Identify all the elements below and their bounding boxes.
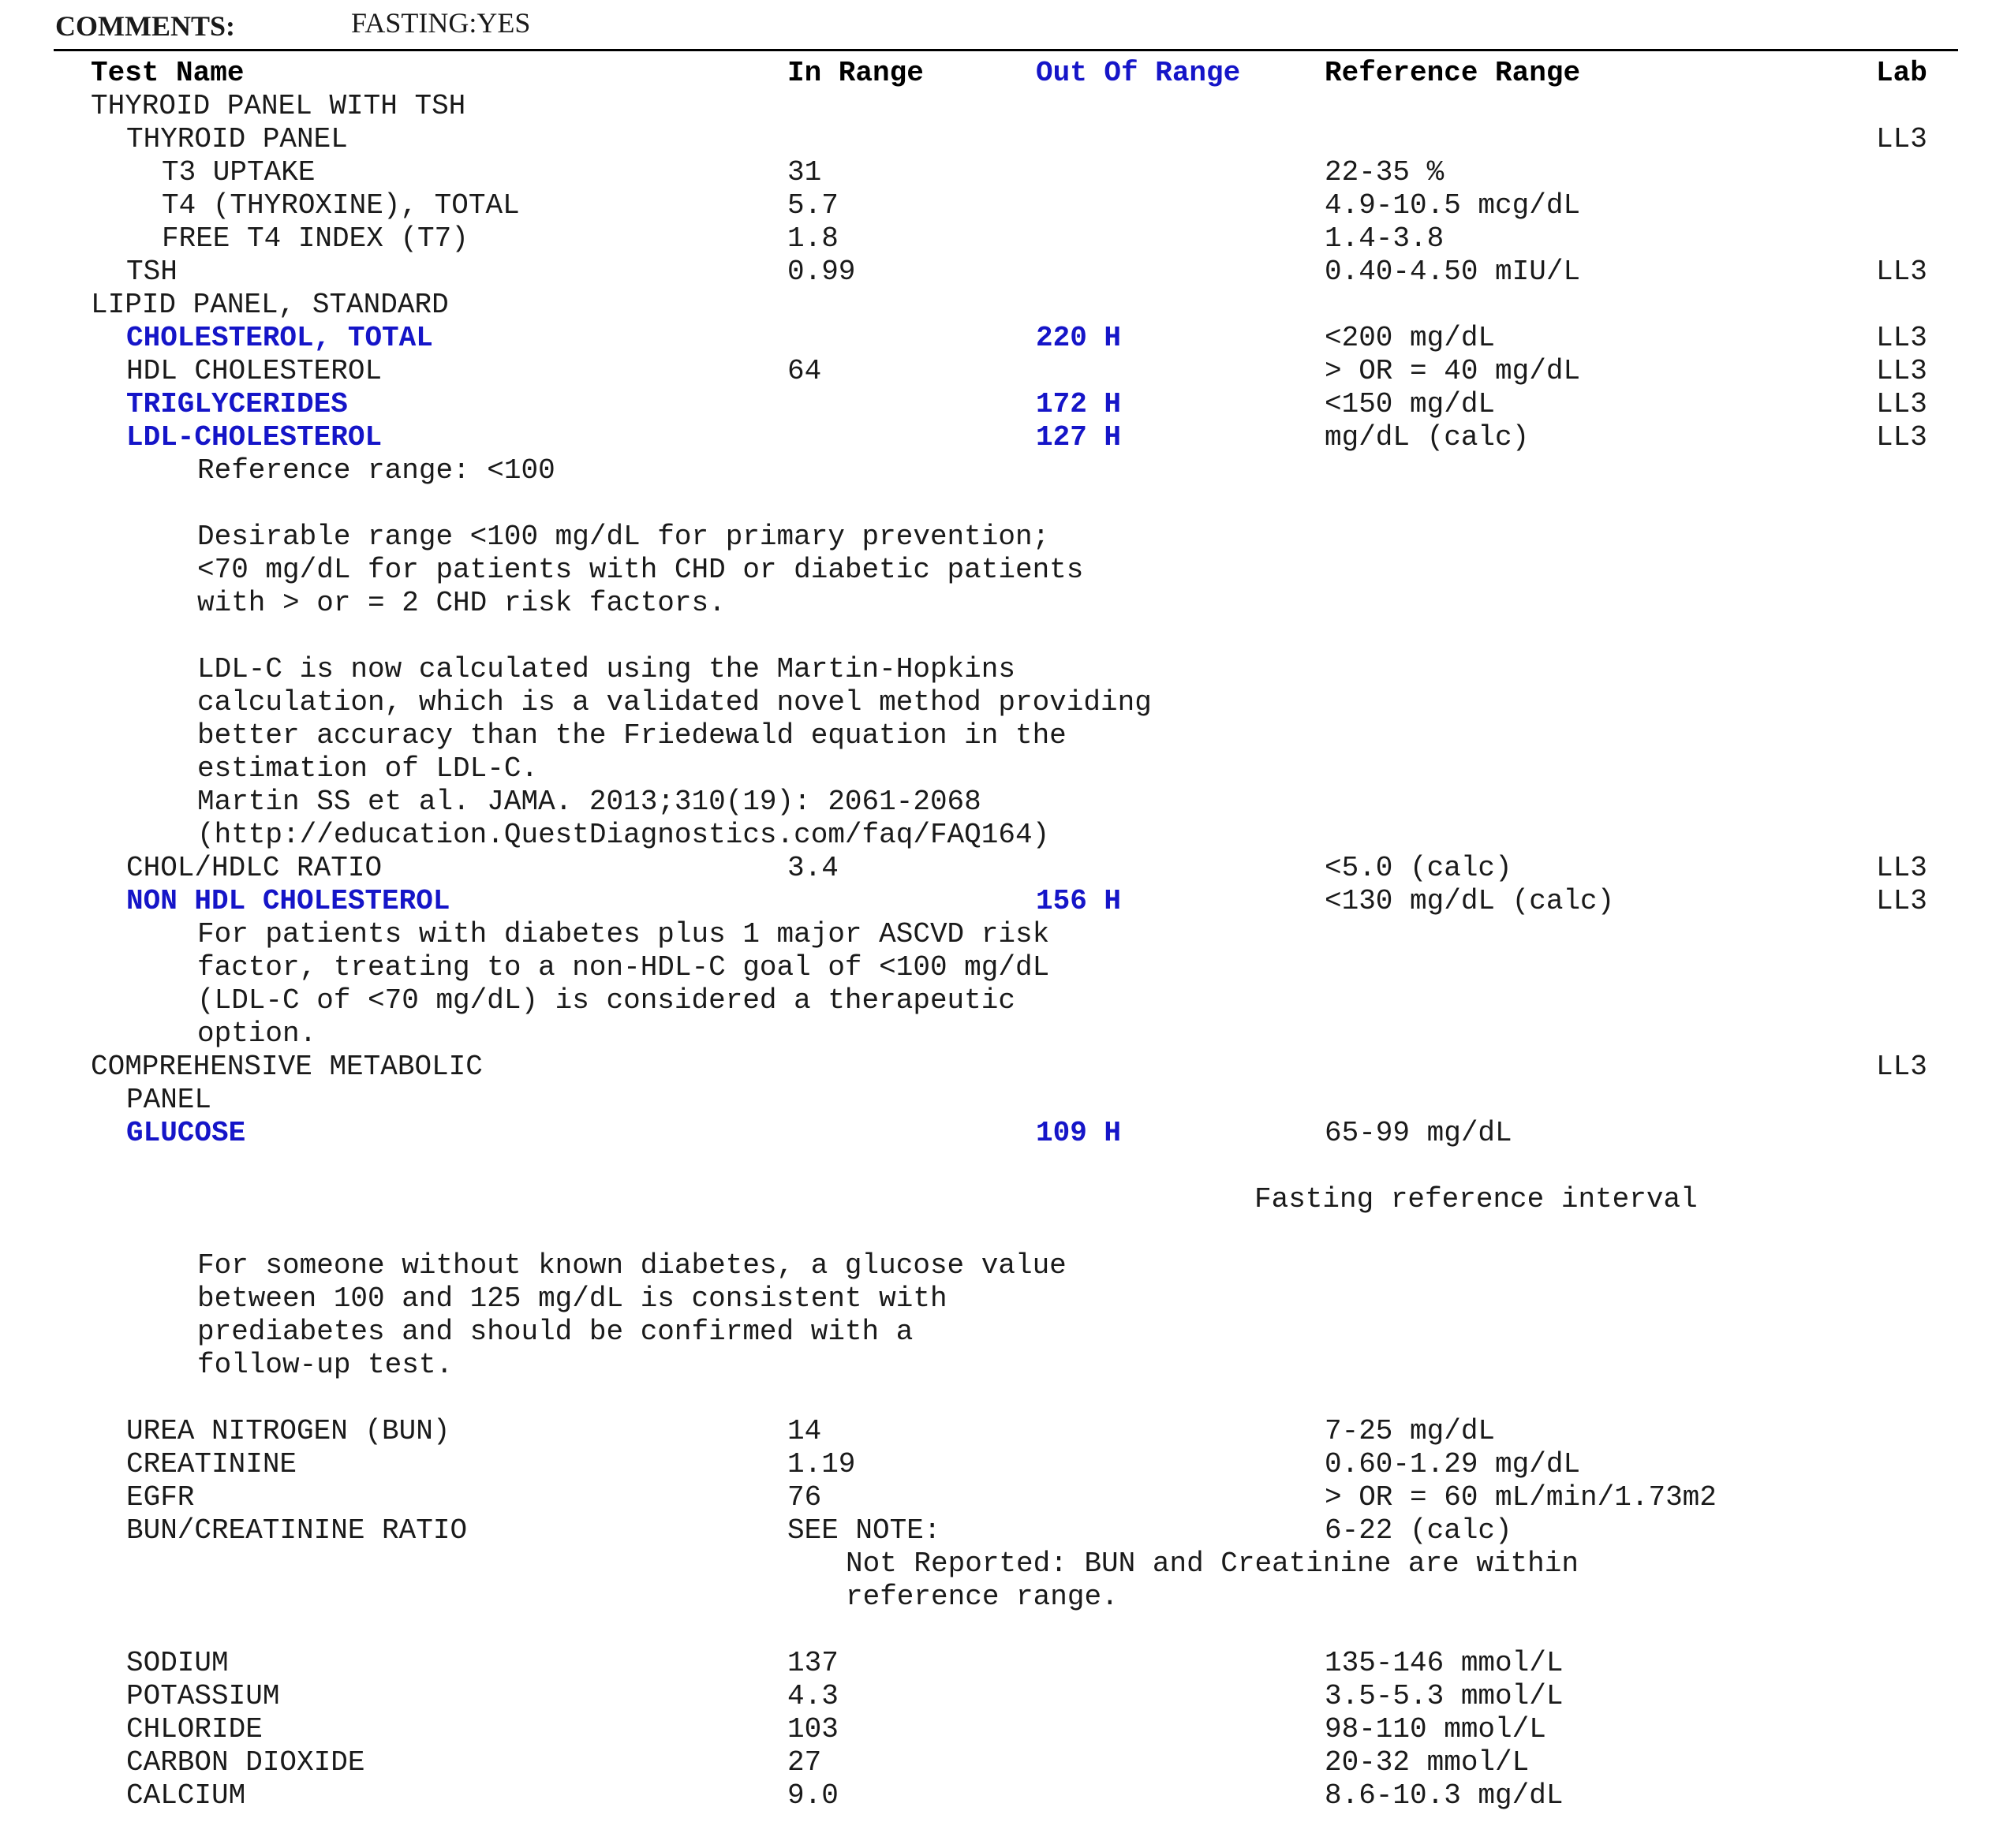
reference-range: 22-35 % xyxy=(1325,156,1445,189)
in-range-value: 1.19 xyxy=(787,1448,856,1480)
note-text: between 100 and 125 mg/dL is consistent with xyxy=(197,1282,947,1315)
test-name: TRIGLYCERIDES xyxy=(126,388,348,420)
in-range-value: 1.8 xyxy=(787,222,839,255)
note-text: calculation, which is a validated novel method providing xyxy=(197,686,1152,719)
column-header-row xyxy=(0,57,2007,90)
note-text: (LDL-C of <70 mg/dL) is considered a therapeutic xyxy=(197,984,1015,1017)
in-range-value: 14 xyxy=(787,1415,822,1447)
note-line xyxy=(0,819,2007,852)
test-result-row xyxy=(0,1481,2007,1514)
reference-range: <200 mg/dL xyxy=(1325,322,1496,354)
header-rule xyxy=(54,49,1958,51)
test-result-row xyxy=(0,1415,2007,1448)
note-text: better accuracy than the Friedewald equation in the xyxy=(197,719,1067,752)
lab-code: LL3 xyxy=(1876,256,1927,288)
note-text: prediabetes and should be confirmed with a xyxy=(197,1316,914,1348)
blank-line xyxy=(0,487,2007,521)
test-result-row xyxy=(0,1117,2007,1150)
note-line xyxy=(0,554,2007,587)
test-name: CHOLESTEROL, TOTAL xyxy=(126,322,433,354)
note-text: (http://education.QuestDiagnostics.com/faq/FAQ164) xyxy=(197,819,1050,851)
in-range-value: 76 xyxy=(787,1481,822,1514)
note-line xyxy=(0,1183,2007,1216)
test-result-row xyxy=(0,1713,2007,1746)
out-of-range-value: 220 H xyxy=(1036,322,1122,354)
reference-range: 6-22 (calc) xyxy=(1325,1514,1512,1547)
note-line xyxy=(0,1017,2007,1051)
blank-line xyxy=(0,1614,2007,1647)
test-name: T4 (THYROXINE), TOTAL xyxy=(162,189,520,222)
blank-line xyxy=(0,1216,2007,1249)
note-line xyxy=(0,786,2007,819)
note-text: Reference range: <100 xyxy=(197,454,555,487)
in-range-value: 9.0 xyxy=(787,1779,839,1812)
note-line xyxy=(0,1547,2007,1581)
note-text: reference range. xyxy=(846,1581,1119,1613)
panel-heading-row xyxy=(0,90,2007,123)
blank-line xyxy=(0,620,2007,653)
note-text: estimation of LDL-C. xyxy=(197,752,539,785)
column-header-reference-range: Reference Range xyxy=(1325,57,1581,89)
reference-range: <130 mg/dL (calc) xyxy=(1325,885,1615,917)
in-range-value: 5.7 xyxy=(787,189,839,222)
test-result-row xyxy=(0,421,2007,454)
in-range-value: 137 xyxy=(787,1647,839,1679)
in-range-value: 31 xyxy=(787,156,822,189)
out-of-range-value: 156 H xyxy=(1036,885,1122,917)
test-name: CARBON DIOXIDE xyxy=(126,1746,365,1779)
test-result-row xyxy=(0,1647,2007,1680)
in-range-value: 103 xyxy=(787,1713,839,1745)
note-text: option. xyxy=(197,1017,317,1050)
note-line xyxy=(0,1316,2007,1349)
test-result-row xyxy=(0,1746,2007,1779)
test-name: POTASSIUM xyxy=(126,1680,280,1712)
note-text: follow-up test. xyxy=(197,1349,454,1381)
test-name: FREE T4 INDEX (T7) xyxy=(162,222,469,255)
column-header-lab: Lab xyxy=(1876,57,1927,89)
lab-code: LL3 xyxy=(1876,885,1927,917)
note-text: Martin SS et al. JAMA. 2013;310(19): 2061-2068 xyxy=(197,786,981,818)
note-line xyxy=(0,918,2007,951)
out-of-range-value: 127 H xyxy=(1036,421,1122,454)
reference-range: > OR = 60 mL/min/1.73m2 xyxy=(1325,1481,1717,1514)
results-list xyxy=(0,90,2007,1813)
comments-value: FASTING:YES xyxy=(351,7,531,39)
reference-range: <5.0 (calc) xyxy=(1325,852,1512,884)
lab-code: LL3 xyxy=(1876,322,1927,354)
comments-label: COMMENTS: xyxy=(55,10,235,42)
blank-line xyxy=(0,1150,2007,1183)
lab-code: LL3 xyxy=(1876,421,1927,454)
test-result-row xyxy=(0,1779,2007,1813)
note-text: LDL-C is now calculated using the Martin-Hopkins xyxy=(197,653,1015,685)
panel-heading-row xyxy=(0,289,2007,322)
test-name: T3 UPTAKE xyxy=(162,156,316,189)
panel-heading-row xyxy=(0,1084,2007,1117)
reference-range: 135-146 mmol/L xyxy=(1325,1647,1564,1679)
in-range-value: 4.3 xyxy=(787,1680,839,1712)
note-text: Fasting reference interval xyxy=(1254,1183,1698,1215)
blank-line xyxy=(0,1382,2007,1415)
test-result-row xyxy=(0,355,2007,388)
reference-range: 65-99 mg/dL xyxy=(1325,1117,1512,1149)
column-header-test-name: Test Name xyxy=(91,57,245,89)
column-header-in-range: In Range xyxy=(787,57,924,89)
test-result-row xyxy=(0,256,2007,289)
reference-range: mg/dL (calc) xyxy=(1325,421,1530,454)
test-name: SODIUM xyxy=(126,1647,229,1679)
lab-code: LL3 xyxy=(1876,355,1927,387)
reference-range: 1.4-3.8 xyxy=(1325,222,1445,255)
note-line xyxy=(0,984,2007,1017)
test-result-row xyxy=(0,222,2007,256)
in-range-value: 0.99 xyxy=(787,256,856,288)
test-name: CREATININE xyxy=(126,1448,297,1480)
note-text: Desirable range <100 mg/dL for primary prevention; xyxy=(197,521,1050,553)
note-line xyxy=(0,653,2007,686)
test-result-row xyxy=(0,156,2007,189)
reference-range: 98-110 mmol/L xyxy=(1325,1713,1546,1745)
panel-name: THYROID PANEL xyxy=(126,123,348,155)
test-name: UREA NITROGEN (BUN) xyxy=(126,1415,450,1447)
column-header-out-of-range: Out Of Range xyxy=(1036,57,1241,89)
test-name: GLUCOSE xyxy=(126,1117,246,1149)
note-line xyxy=(0,587,2007,620)
note-text: <70 mg/dL for patients with CHD or diabetic patients xyxy=(197,554,1084,586)
reference-range: 3.5-5.3 mmol/L xyxy=(1325,1680,1564,1712)
panel-heading-row xyxy=(0,123,2007,156)
note-line xyxy=(0,1249,2007,1282)
reference-range: 8.6-10.3 mg/dL xyxy=(1325,1779,1564,1812)
note-line xyxy=(0,686,2007,719)
reference-range: > OR = 40 mg/dL xyxy=(1325,355,1581,387)
lab-code: LL3 xyxy=(1876,123,1927,155)
panel-name: THYROID PANEL WITH TSH xyxy=(91,90,466,122)
test-name: TSH xyxy=(126,256,178,288)
note-text: Not Reported: BUN and Creatinine are within xyxy=(846,1547,1579,1580)
in-range-value: 64 xyxy=(787,355,822,387)
test-name: EGFR xyxy=(126,1481,195,1514)
test-result-row xyxy=(0,189,2007,222)
note-text: For patients with diabetes plus 1 major ASCVD risk xyxy=(197,918,1050,950)
lab-report xyxy=(0,57,2007,1813)
reference-range: 0.40-4.50 mIU/L xyxy=(1325,256,1581,288)
test-name: HDL CHOLESTEROL xyxy=(126,355,383,387)
out-of-range-value: 109 H xyxy=(1036,1117,1122,1149)
lab-code: LL3 xyxy=(1876,852,1927,884)
note-line xyxy=(0,719,2007,752)
lab-code: LL3 xyxy=(1876,388,1927,420)
test-result-row xyxy=(0,885,2007,918)
test-result-row xyxy=(0,1680,2007,1713)
note-text: with > or = 2 CHD risk factors. xyxy=(197,587,726,619)
reference-range: 7-25 mg/dL xyxy=(1325,1415,1496,1447)
test-result-row xyxy=(0,1514,2007,1547)
in-range-value: SEE NOTE: xyxy=(787,1514,941,1547)
lab-code: LL3 xyxy=(1876,1051,1927,1083)
note-text: For someone without known diabetes, a glucose value xyxy=(197,1249,1067,1282)
test-result-row xyxy=(0,1448,2007,1481)
test-name: CHLORIDE xyxy=(126,1713,263,1745)
reference-range: 20-32 mmol/L xyxy=(1325,1746,1530,1779)
test-result-row xyxy=(0,388,2007,421)
panel-name: LIPID PANEL, STANDARD xyxy=(91,289,449,321)
note-line xyxy=(0,454,2007,487)
note-line xyxy=(0,521,2007,554)
test-result-row xyxy=(0,852,2007,885)
test-name: CHOL/HDLC RATIO xyxy=(126,852,383,884)
note-text: factor, treating to a non-HDL-C goal of <100 mg/dL xyxy=(197,951,1050,984)
test-name: NON HDL CHOLESTEROL xyxy=(126,885,450,917)
test-name: BUN/CREATININE RATIO xyxy=(126,1514,468,1547)
note-line xyxy=(0,1349,2007,1382)
reference-range: 0.60-1.29 mg/dL xyxy=(1325,1448,1581,1480)
note-line xyxy=(0,752,2007,786)
out-of-range-value: 172 H xyxy=(1036,388,1122,420)
note-line xyxy=(0,1282,2007,1316)
panel-name: PANEL xyxy=(126,1084,212,1116)
test-name: LDL-CHOLESTEROL xyxy=(126,421,383,454)
test-result-row xyxy=(0,322,2007,355)
note-line xyxy=(0,951,2007,984)
reference-range: <150 mg/dL xyxy=(1325,388,1496,420)
reference-range: 4.9-10.5 mcg/dL xyxy=(1325,189,1581,222)
in-range-value: 3.4 xyxy=(787,852,839,884)
panel-name: COMPREHENSIVE METABOLIC xyxy=(91,1051,483,1083)
note-line xyxy=(0,1581,2007,1614)
test-name: CALCIUM xyxy=(126,1779,246,1812)
in-range-value: 27 xyxy=(787,1746,822,1779)
panel-heading-row xyxy=(0,1051,2007,1084)
